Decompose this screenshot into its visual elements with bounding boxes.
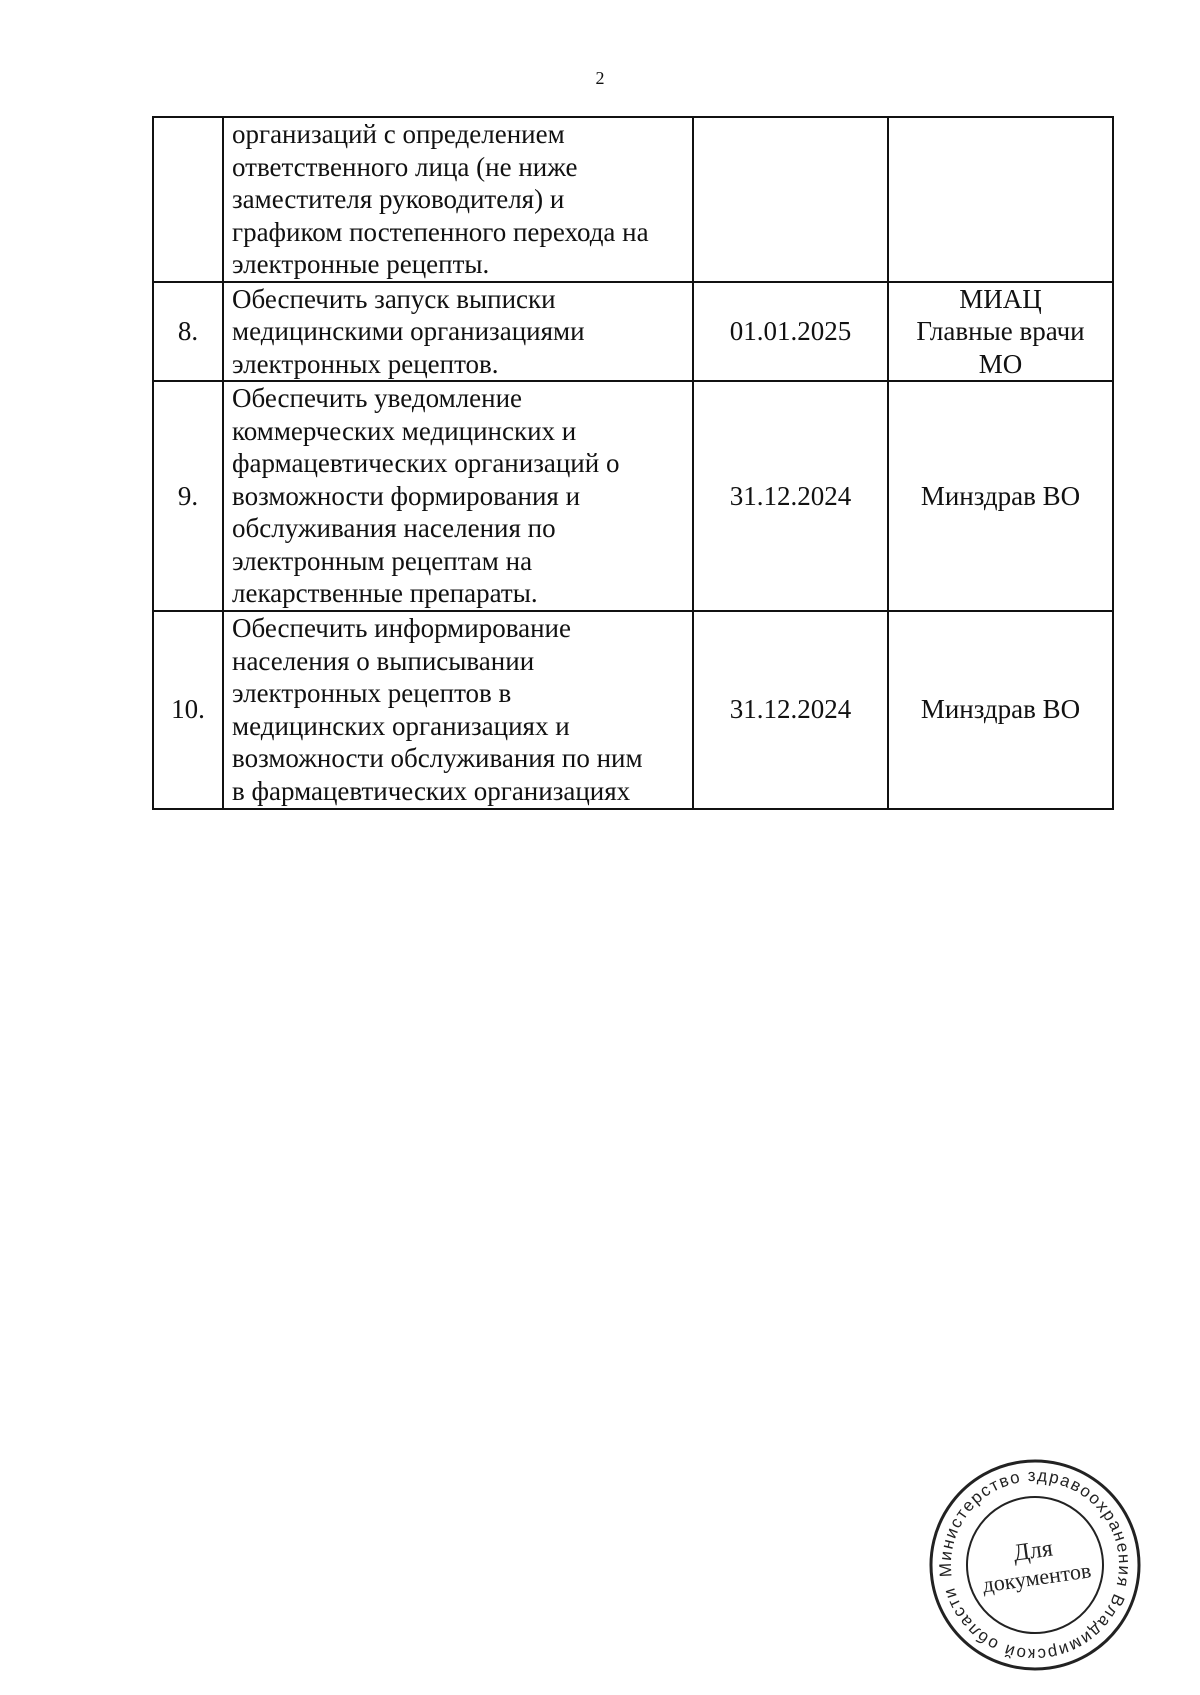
task-cell — [223, 117, 693, 282]
task-line: Обеспечить уведомление — [232, 383, 523, 413]
task-line: фармацевтических организаций о — [232, 448, 620, 478]
table-row — [153, 117, 1113, 282]
task-line: населения о выписывании — [232, 645, 535, 676]
table-row — [153, 611, 1113, 809]
task-line: электронным рецептам на — [232, 545, 533, 576]
task-line: возможности формирования и — [232, 480, 581, 511]
responsible-line: Главные врачи — [916, 316, 1085, 346]
table-row — [153, 381, 1113, 611]
stamp-center-line-1: Для — [1011, 1535, 1055, 1567]
row-number: 8. — [153, 282, 223, 382]
deadline-cell: 01.01.2025 — [693, 282, 888, 382]
task-line: медицинскими организациями — [232, 316, 585, 346]
deadline-cell — [693, 117, 888, 282]
action-plan-table — [152, 116, 1114, 810]
table-row — [153, 282, 1113, 382]
responsible-line: МО — [978, 348, 1023, 379]
responsible-cell — [888, 611, 1113, 809]
deadline-cell: 31.12.2024 — [693, 381, 888, 611]
responsible-cell — [888, 117, 1113, 282]
task-line: ответственного лица (не ниже — [232, 151, 578, 182]
task-line: графиком постепенного перехода на — [232, 216, 649, 247]
task-line: Обеспечить запуск выписки — [232, 283, 556, 314]
row-number: 9. — [153, 381, 223, 611]
responsible-line: Минздрав ВО — [920, 694, 1081, 725]
task-line: электронных рецептов. — [232, 348, 499, 379]
task-line: обслуживания населения по — [232, 513, 556, 543]
task-line: возможности обслуживания по ним — [232, 743, 643, 773]
task-line: Обеспечить информирование — [232, 613, 571, 643]
deadline-cell: 31.12.2024 — [693, 611, 888, 809]
task-line: в фармацевтических организациях — [232, 775, 631, 806]
stamp-center-line-2: документов — [980, 1557, 1093, 1598]
responsible-line: Минздрав ВО — [920, 480, 1081, 511]
task-cell — [223, 611, 693, 809]
task-cell — [223, 282, 693, 382]
responsible-cell — [888, 381, 1113, 611]
task-line: лекарственные препараты. — [232, 578, 538, 608]
official-stamp — [925, 1455, 1145, 1675]
task-line: заместителя руководителя) и — [232, 184, 565, 214]
responsible-line: МИАЦ — [959, 283, 1042, 314]
task-line: электронные рецепты. — [232, 249, 490, 279]
row-number: 10. — [153, 611, 223, 809]
task-line: медицинских организациях и — [232, 710, 570, 741]
responsible-cell — [888, 282, 1113, 382]
task-cell — [223, 381, 693, 611]
row-number — [153, 117, 223, 282]
task-line: коммерческих медицинских и — [232, 415, 577, 446]
task-line: организаций с определением — [232, 119, 565, 149]
stamp-ring-text: Министерство здравоохранения Владимирской области — [935, 1465, 1135, 1665]
task-line: электронных рецептов в — [232, 678, 512, 708]
page-number: 2 — [595, 68, 605, 88]
